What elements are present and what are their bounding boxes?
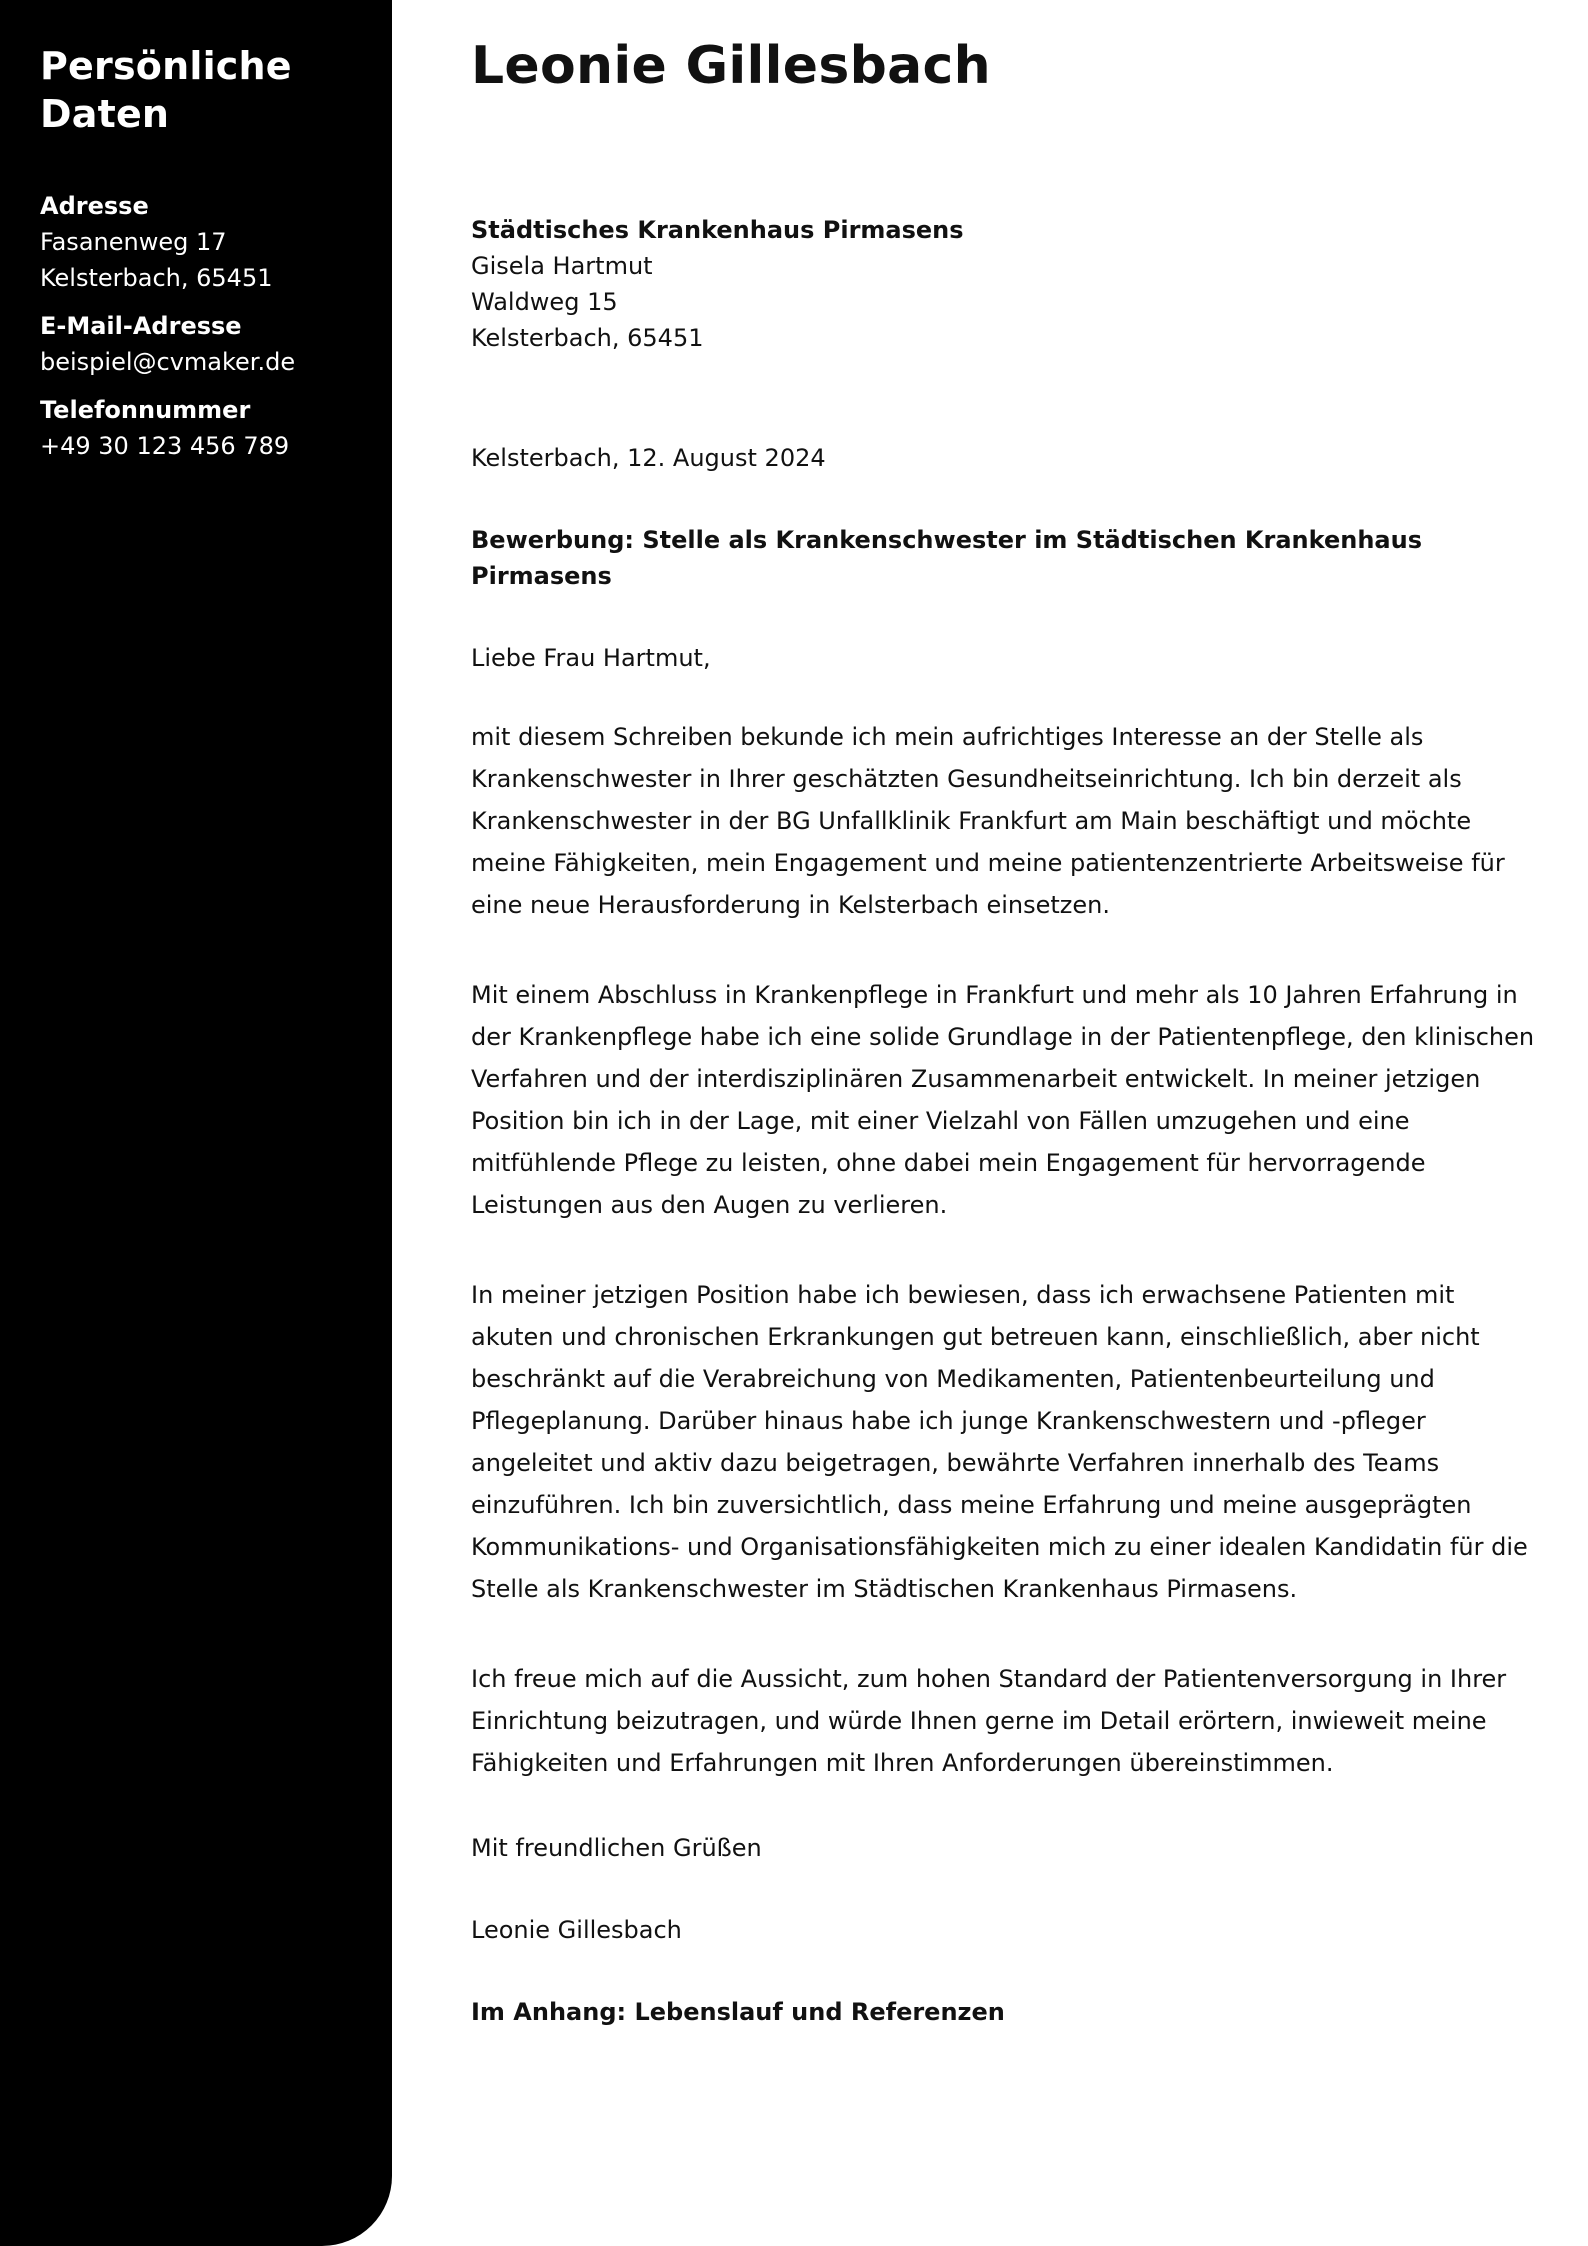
- email-label: E-Mail-Adresse: [40, 312, 242, 340]
- address-line-1: Fasanenweg 17: [40, 228, 227, 256]
- email-value: beispiel@cvmaker.de: [40, 348, 296, 376]
- address-line-2: Kelsterbach, 65451: [40, 264, 273, 292]
- address-section: [40, 188, 362, 296]
- sidebar-personal-data: [0, 0, 392, 2246]
- paragraph-4: Ich freue mich auf die Aussicht, zum hohen Standard der Patientenversorgung in Ihrer Einrichtung beizutragen, und würde Ihnen gerne im Detail erörtern, inwieweit meine Fähigkeiten und Erfahrungen mit Ihren Anforderungen übereinstimmen.: [471, 1665, 1507, 1777]
- paragraph-2: Mit einem Abschluss in Krankenpflege in Frankfurt und mehr als 10 Jahren Erfahrung in der Krankenpflege habe ich eine solide Grundlage in der Patientenpflege, den klinischen Verfahren und der interdisziplinären Zusammenarbeit entwickelt. In meiner jetzigen Position bin ich in der Lage, mit einer Vielzahl von Fällen umzugehen und eine mitfühlende Pflege zu leisten, ohne dabei mein Engagement für hervorragende Leistungen aus den Augen zu verlieren.: [471, 981, 1535, 1219]
- letter-subject: Bewerbung: Stelle als Krankenschwester im Städtischen Krankenhaus Pirmasens: [471, 526, 1422, 590]
- paragraph-1: mit diesem Schreiben bekunde ich mein aufrichtiges Interesse an der Stelle als Krankenschwester in Ihrer geschätzten Gesundheitseinrichtung. Ich bin derzeit als Krankenschwester in der BG Unfallklinik Frankfurt am Main beschäftigt und möchte meine Fähigkeiten, mein Engagement und meine patientenzentrierte Arbeitsweise für eine neue Herausforderung in Kelsterbach einsetzen.: [471, 723, 1505, 919]
- applicant-name: Leonie Gillesbach: [471, 36, 991, 96]
- letter-body: [471, 0, 1541, 2030]
- letter-closing: Mit freundlichen Grüßen: [471, 1834, 762, 1862]
- recipient-city: Kelsterbach, 65451: [471, 324, 704, 352]
- letter-date: Kelsterbach, 12. August 2024: [471, 444, 826, 472]
- letter-salutation: Liebe Frau Hartmut,: [471, 644, 711, 672]
- letter-attachment: Im Anhang: Lebenslauf und Referenzen: [471, 1998, 1005, 2026]
- sidebar-title: Persönliche Daten: [40, 44, 292, 136]
- paragraph-3: In meiner jetzigen Position habe ich bewiesen, dass ich erwachsene Patienten mit akuten und chronischen Erkrankungen gut betreuen kann, einschließlich, aber nicht beschränkt auf die Verabreichung von Medikamenten, Patientenbeurteilung und Pflegeplanung. Darüber hinaus habe ich junge Krankenschwestern und -pfleger angeleitet und aktiv dazu beigetragen, bewährte Verfahren innerhalb des Teams einzuführen. Ich bin zuversichtlich, dass meine Erfahrung und meine ausgeprägten Kommunikations- und Organisationsfähigkeiten mich zu einer idealen Kandidatin für die Stelle als Krankenschwester im Städtischen Krankenhaus Pirmasens.: [471, 1281, 1528, 1603]
- phone-section: [40, 392, 362, 464]
- phone-value: +49 30 123 456 789: [40, 432, 290, 460]
- letter-signature: Leonie Gillesbach: [471, 1916, 682, 1944]
- address-label: Adresse: [40, 192, 149, 220]
- recipient-organization: Städtisches Krankenhaus Pirmasens: [471, 216, 964, 244]
- recipient-block: [471, 212, 1541, 356]
- recipient-street: Waldweg 15: [471, 288, 618, 316]
- email-section: [40, 308, 362, 380]
- recipient-person: Gisela Hartmut: [471, 252, 653, 280]
- phone-label: Telefonnummer: [40, 396, 251, 424]
